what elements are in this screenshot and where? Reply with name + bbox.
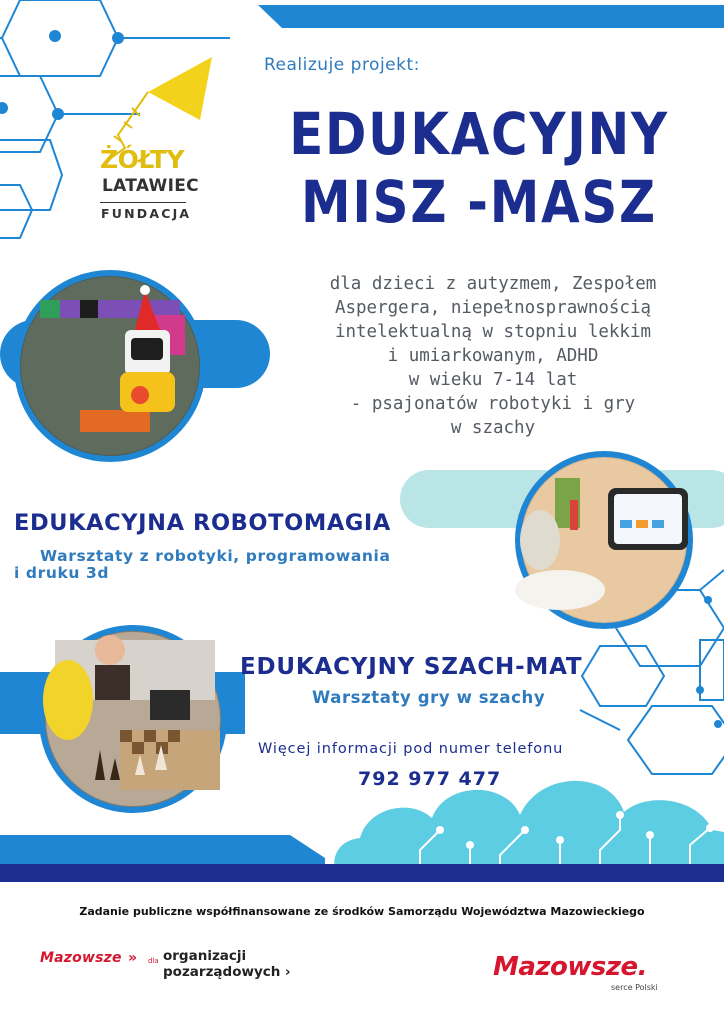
top-stripe — [258, 5, 724, 28]
robot-photo — [17, 273, 203, 459]
logo-divider — [100, 202, 186, 203]
target-line: - psajonatów robotyki i gry — [350, 394, 636, 414]
project-title-line2: MISZ -MASZ — [301, 168, 657, 236]
target-group-text — [268, 272, 718, 440]
robotics-title: EDUKACYJNA ROBOTOMAGIA — [14, 510, 391, 536]
logo-text-latawiec: LATAWIEC — [102, 176, 199, 196]
chess-subtitle: Warsztaty gry w szachy — [312, 688, 546, 707]
contact-label: Więcej informacji pod numer telefonu — [258, 741, 564, 757]
project-title-line1: EDUKACYJNY — [289, 100, 669, 168]
mazowsze-ngo-logo-line1: organizacji — [163, 948, 247, 964]
target-line: dla dzieci z autyzmem, Zespołem — [329, 274, 657, 294]
logo-text-zolty: ŻÓŁTY — [100, 145, 184, 174]
target-line: w wieku 7-14 lat — [408, 370, 578, 390]
target-line: i umiarkowanym, ADHD — [387, 346, 599, 366]
double-chevron-icon: » — [128, 950, 138, 966]
logo-text-fundacja: FUNDACJA — [101, 206, 192, 221]
tablet-photo — [515, 454, 690, 626]
mazowsze-ngo-logo-line2: pozarządowych › — [163, 964, 291, 980]
project-intro: Realizuje projekt: — [264, 55, 420, 75]
contact-phone[interactable]: 792 977 477 — [358, 768, 502, 790]
bottom-navy-band — [0, 864, 724, 882]
target-line: Aspergera, niepełnosprawnością — [334, 298, 652, 318]
chess-photo — [42, 628, 224, 810]
mazowsze-logo-tagline: serce Polski — [611, 983, 658, 992]
target-line: w szachy — [450, 418, 536, 438]
chess-title: EDUKACYJNY SZACH-MAT — [240, 654, 583, 680]
robotics-subtitle-line2: i druku 3d — [14, 564, 110, 582]
mazowsze-ngo-logo-dla: dla — [148, 957, 159, 965]
mazowsze-ngo-logo-text — [163, 948, 291, 980]
robotics-subtitle — [14, 548, 391, 582]
mazowsze-ngo-logo-brand: Mazowsze — [40, 950, 122, 966]
mazowsze-logo: Mazowsze. — [493, 952, 648, 982]
target-line: intelektualną w stopniu lekkim — [334, 322, 652, 342]
robotics-subtitle-line1: Warsztaty z robotyki, programowania — [40, 547, 391, 565]
funding-notice: Zadanie publiczne współfinansowane ze środków Samorządu Województwa Mazowieckiego — [79, 905, 645, 918]
